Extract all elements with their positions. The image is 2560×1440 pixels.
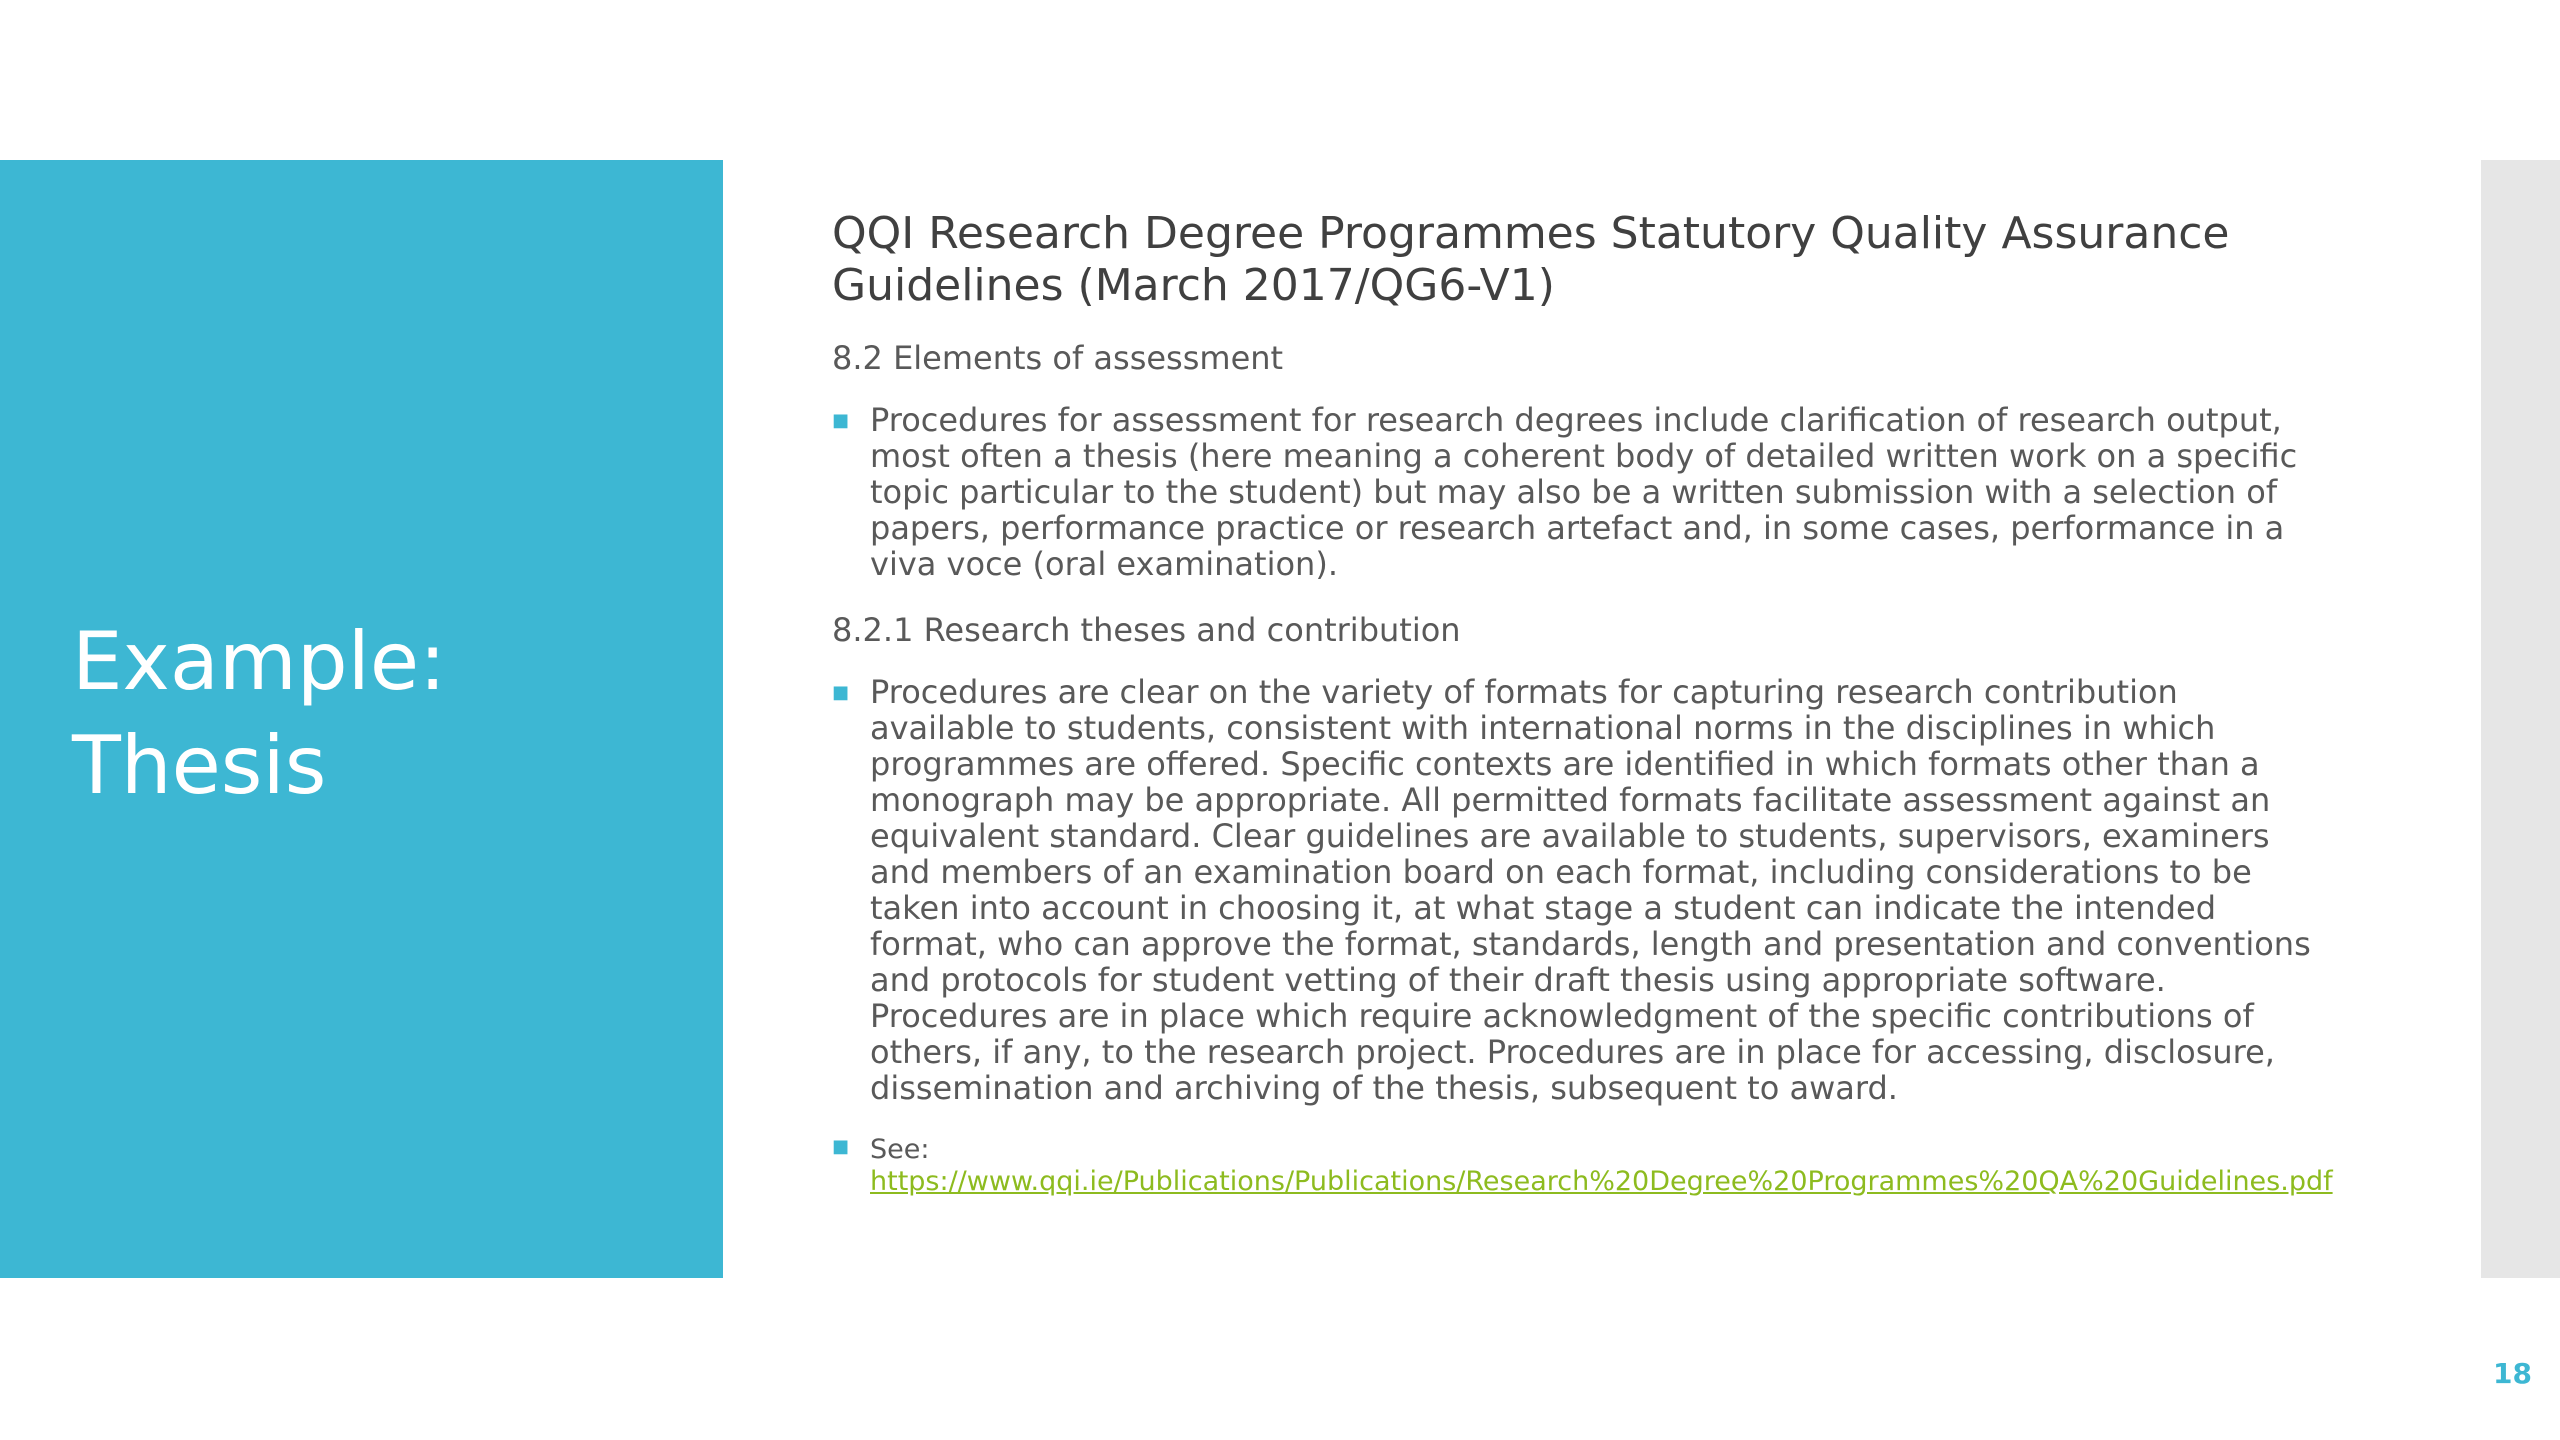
guidelines-link[interactable]: https://www.qqi.ie/Publications/Publications/Research%20Degree%20Programmes%20QA%20Guidelines.pdf xyxy=(870,1166,2333,1197)
slide-title-line2: Thesis xyxy=(72,719,327,812)
bullet-text: Procedures are clear on the variety of formats for capturing research contribution available to students, consistent with international norms in the disciplines in which programmes are offered. Specific contexts are identified in which formats other than a monograph may be appropriate. All permitted formats facilitate assessment against an equivalent standard. Clear guidelines are available to students, supervisors, examiners and members of an examination board on each format, including considerations to be taken into account in choosing it, at what stage a student can indicate the intended format, who can approve the format, standards, length and presentation and conventions and protocols for student vetting of their draft thesis using appropriate software. Procedures are in place which require acknowledgment of the specific contributions of others, if any, to the research project. Procedures are in place for accessing, disclosure, dissemination and archiving of the thesis, subsequent to award. xyxy=(870,673,2311,1107)
section-title-elements-of-assessment: 8.2 Elements of assessment xyxy=(832,339,1284,377)
slide-title xyxy=(72,610,692,818)
slide-title-line1: Example: xyxy=(72,615,447,708)
bullet-item-assessment xyxy=(832,402,2322,582)
see-label: See: xyxy=(870,1134,930,1165)
bullet-dot-icon: ■ xyxy=(832,410,850,431)
bullet-dot-icon: ■ xyxy=(832,1136,850,1157)
bullet-item-see xyxy=(832,1134,2333,1198)
page-number: 18 xyxy=(2493,1357,2532,1390)
bullet-dot-icon: ■ xyxy=(832,682,850,703)
content-heading: QQI Research Degree Programmes Statutory Quality Assurance Guidelines (March 2017/QG6-V1) xyxy=(832,208,2230,311)
bullet-item-theses xyxy=(832,674,2322,1106)
right-accent-strip xyxy=(2481,160,2560,1278)
bullet-text: Procedures for assessment for research degrees include clarification of research output, most often a thesis (here meaning a coherent body of detailed written work on a specific topic particular to the student) but may also be a written submission with a selection of papers, performance practice or research artefact and, in some cases, performance in a viva voce (oral examination). xyxy=(870,401,2298,583)
section-title-research-theses: 8.2.1 Research theses and contribution xyxy=(832,611,1461,649)
content-area xyxy=(832,208,2333,1226)
